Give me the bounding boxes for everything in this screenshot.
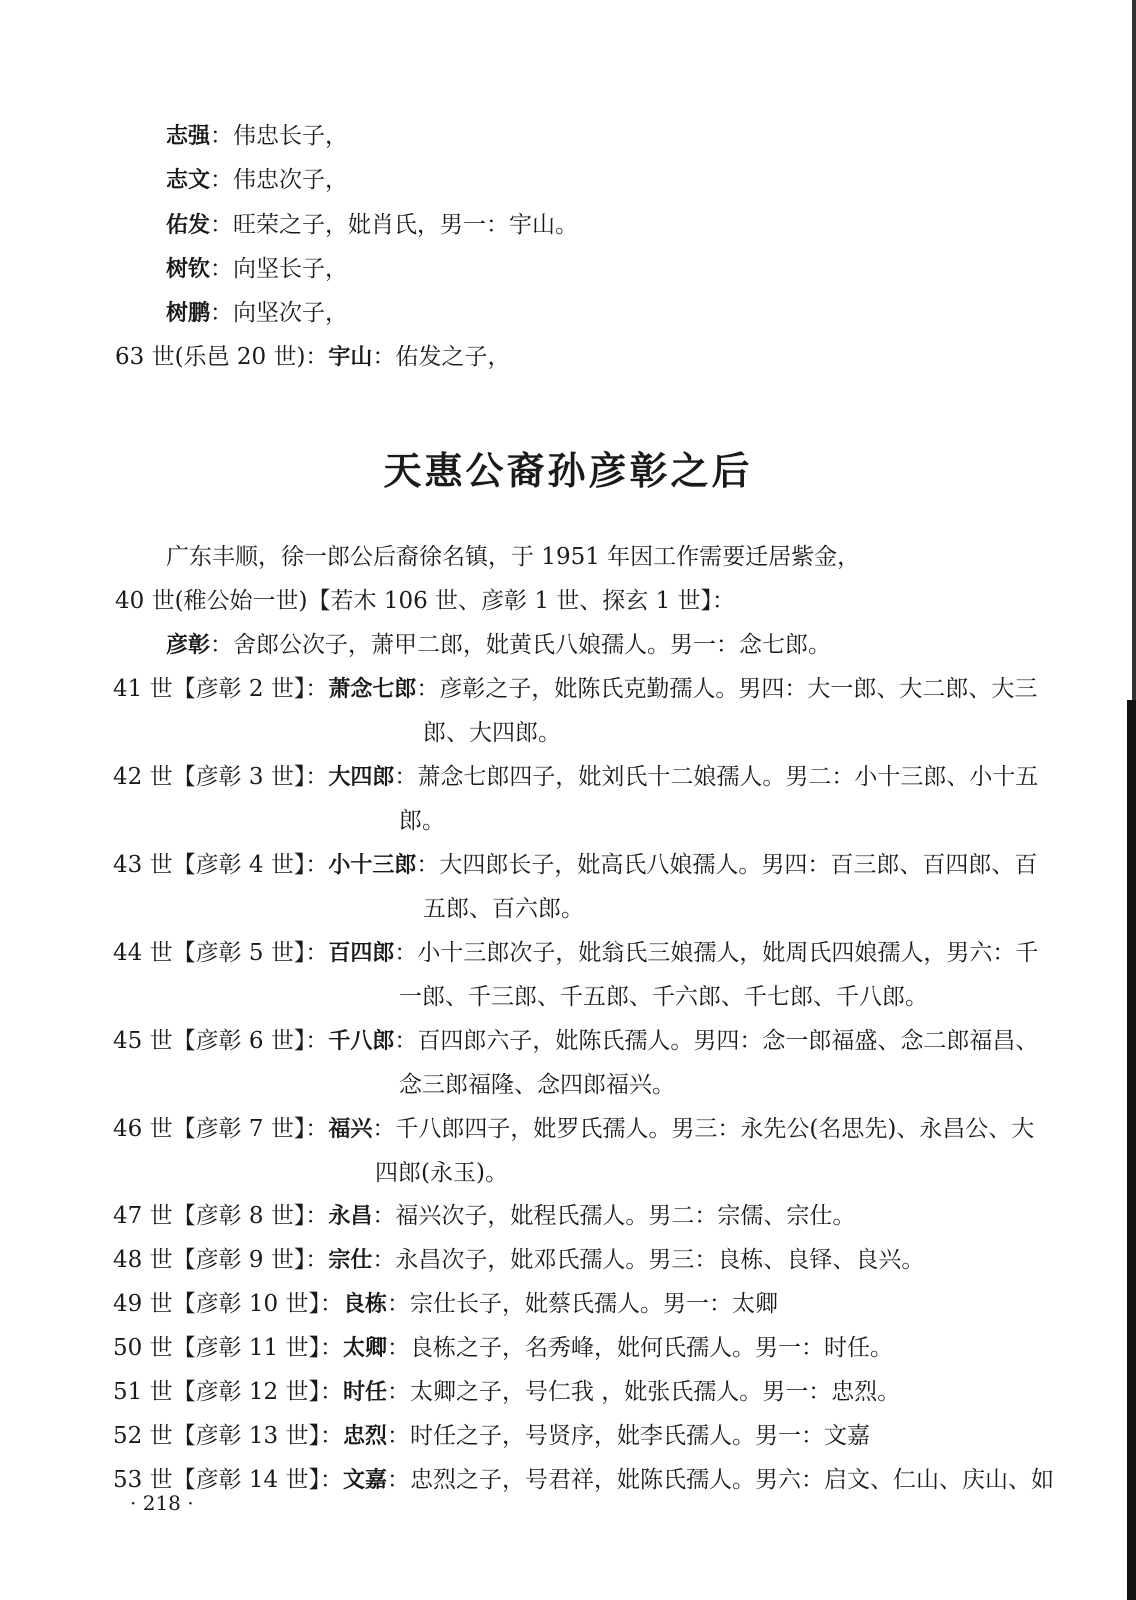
generation-continuation: 念三郎福隆、念四郎福兴。 (399, 1072, 675, 1098)
entry-name: 小十三郎 (328, 853, 417, 878)
generation-continuation: 四郎(永玉)。 (375, 1160, 508, 1186)
generation-label: 50 世【彦彰 11 世】： (113, 1335, 343, 1361)
generation-entry (113, 1421, 870, 1452)
entry-text: ：时任之子，号贤序，妣李氏孺人。男一：文嘉 (386, 1423, 870, 1449)
entry-name: 萧念七郎 (328, 677, 417, 702)
generation-entry (113, 674, 1037, 705)
entry-text: ：伟忠长子， (210, 123, 349, 149)
generation-label: 46 世【彦彰 7 世】： (113, 1116, 329, 1142)
entry-text: ：良栋之子，名秀峰，妣何氏孺人。男一：时任。 (386, 1335, 893, 1361)
entry-name: 太卿 (342, 1336, 387, 1361)
generation-label: 48 世【彦彰 9 世】： (113, 1247, 329, 1273)
entry-text: ：向坚长子， (210, 256, 349, 282)
intro-paragraph: 广东丰顺，徐一郎公后裔徐名镇，于 1951 年因工作需要迁居紫金， (166, 544, 861, 570)
entry-shuqin (166, 254, 348, 285)
entry-text: ：千八郎四子，妣罗氏孺人。男三：永先公(名思先)、永昌公、大 (372, 1116, 1035, 1142)
generation-entry (113, 762, 1038, 793)
entry-text: ：忠烈之子，号君祥，妣陈氏孺人。男六：启文、仁山、庆山、如 (386, 1467, 1054, 1493)
entry-name: 宇山 (328, 345, 373, 370)
entry-text: ：旺荣之子，妣肖氏，男一：宇山。 (210, 212, 579, 238)
generation-label: 47 世【彦彰 8 世】： (113, 1203, 329, 1229)
generation-label: 63 世(乐邑 20 世)： (115, 344, 329, 370)
generation-entry (113, 1465, 1054, 1496)
entry-gen63 (115, 342, 510, 373)
generation-entry (113, 938, 1038, 969)
entry-name: 永昌 (328, 1204, 373, 1229)
scan-edge-dark (1127, 700, 1136, 1600)
entry-yanzhang (166, 630, 831, 661)
entry-text: ：伟忠次子， (210, 167, 349, 193)
entry-text: ：佑发之子， (372, 344, 511, 370)
generation-entry (113, 1289, 778, 1320)
generation-label: 49 世【彦彰 10 世】： (113, 1291, 343, 1317)
entry-zhiwen (166, 165, 348, 196)
generation-continuation: 一郎、千三郎、千五郎、千六郎、千七郎、千八郎。 (399, 984, 928, 1010)
generation-entry (113, 1377, 900, 1408)
entry-text: ：宗仕长子，妣蔡氏孺人。男一：太卿 (386, 1291, 778, 1317)
entry-name: 百四郎 (328, 941, 395, 966)
entry-text: ：百四郎六子，妣陈氏孺人。男四：念一郎福盛、念二郎福昌、 (394, 1028, 1039, 1054)
entry-text: ：向坚次子， (210, 300, 349, 326)
generation-entry (113, 850, 1037, 881)
entry-name: 时任 (342, 1380, 387, 1405)
entry-name: 树钦 (166, 257, 211, 282)
entry-name: 千八郎 (328, 1029, 395, 1054)
page-number: · 218 · (130, 1491, 194, 1515)
entry-text: ：舍郎公次子，萧甲二郎，妣黄氏八娘孺人。男一：念七郎。 (210, 632, 832, 658)
generation-continuation: 五郎、百六郎。 (423, 896, 584, 922)
entry-text: ：小十三郎次子，妣翁氏三娘孺人，妣周氏四娘孺人，男六：千 (394, 940, 1039, 966)
generation-continuation: 郎、大四郎。 (423, 720, 561, 746)
generation-label: 45 世【彦彰 6 世】： (113, 1028, 329, 1054)
entry-text: ：大四郎长子，妣高氏八娘孺人。男四：百三郎、百四郎、百 (416, 852, 1038, 878)
generation-entry (113, 1114, 1034, 1145)
entry-name: 良栋 (342, 1292, 387, 1317)
entry-youfa (166, 210, 578, 241)
entry-name: 志强 (166, 124, 211, 149)
generation-entry (113, 1245, 924, 1276)
entry-text: ：萧念七郎四子，妣刘氏十二娘孺人。男二：小十三郎、小十五 (394, 764, 1039, 790)
generation-40-heading: 40 世(稚公始一世)【若木 106 世、彦彰 1 世、探玄 1 世】： (115, 588, 736, 614)
generation-entry (113, 1333, 893, 1364)
generation-continuation: 郎。 (399, 808, 445, 834)
entry-name: 彦彰 (166, 633, 211, 658)
entry-shupeng (166, 298, 348, 329)
entry-name: 忠烈 (342, 1424, 387, 1449)
generation-label: 41 世【彦彰 2 世】： (113, 676, 329, 702)
entry-name: 大四郎 (328, 765, 395, 790)
generation-entry (113, 1201, 855, 1232)
entry-name: 福兴 (328, 1117, 373, 1142)
entry-name: 志文 (166, 168, 211, 193)
generation-label: 42 世【彦彰 3 世】： (113, 764, 329, 790)
scan-edge-shadow (1132, 0, 1136, 700)
entry-name: 文嘉 (342, 1468, 387, 1493)
generation-label: 44 世【彦彰 5 世】： (113, 940, 329, 966)
generation-label: 51 世【彦彰 12 世】： (113, 1379, 343, 1405)
entry-zhiqiang (166, 121, 348, 152)
entry-name: 宗仕 (328, 1248, 373, 1273)
section-title: 天惠公裔孙彦彰之后 (383, 449, 753, 493)
generation-label: 53 世【彦彰 14 世】： (113, 1467, 343, 1493)
generation-label: 52 世【彦彰 13 世】： (113, 1423, 343, 1449)
entry-text: ：福兴次子，妣程氏孺人。男二：宗儒、宗仕。 (372, 1203, 856, 1229)
generation-label: 43 世【彦彰 4 世】： (113, 852, 329, 878)
generation-entry (113, 1026, 1038, 1057)
entry-name: 树鹏 (166, 301, 211, 326)
entry-text: ：太卿之子，号仁我 ，妣张氏孺人。男一：忠烈。 (386, 1379, 901, 1405)
entry-name: 佑发 (166, 213, 211, 238)
entry-text: ：永昌次子，妣邓氏孺人。男三：良栋、良铎、良兴。 (372, 1247, 925, 1273)
entry-text: ：彦彰之子，妣陈氏克勤孺人。男四：大一郎、大二郎、大三 (416, 676, 1038, 702)
